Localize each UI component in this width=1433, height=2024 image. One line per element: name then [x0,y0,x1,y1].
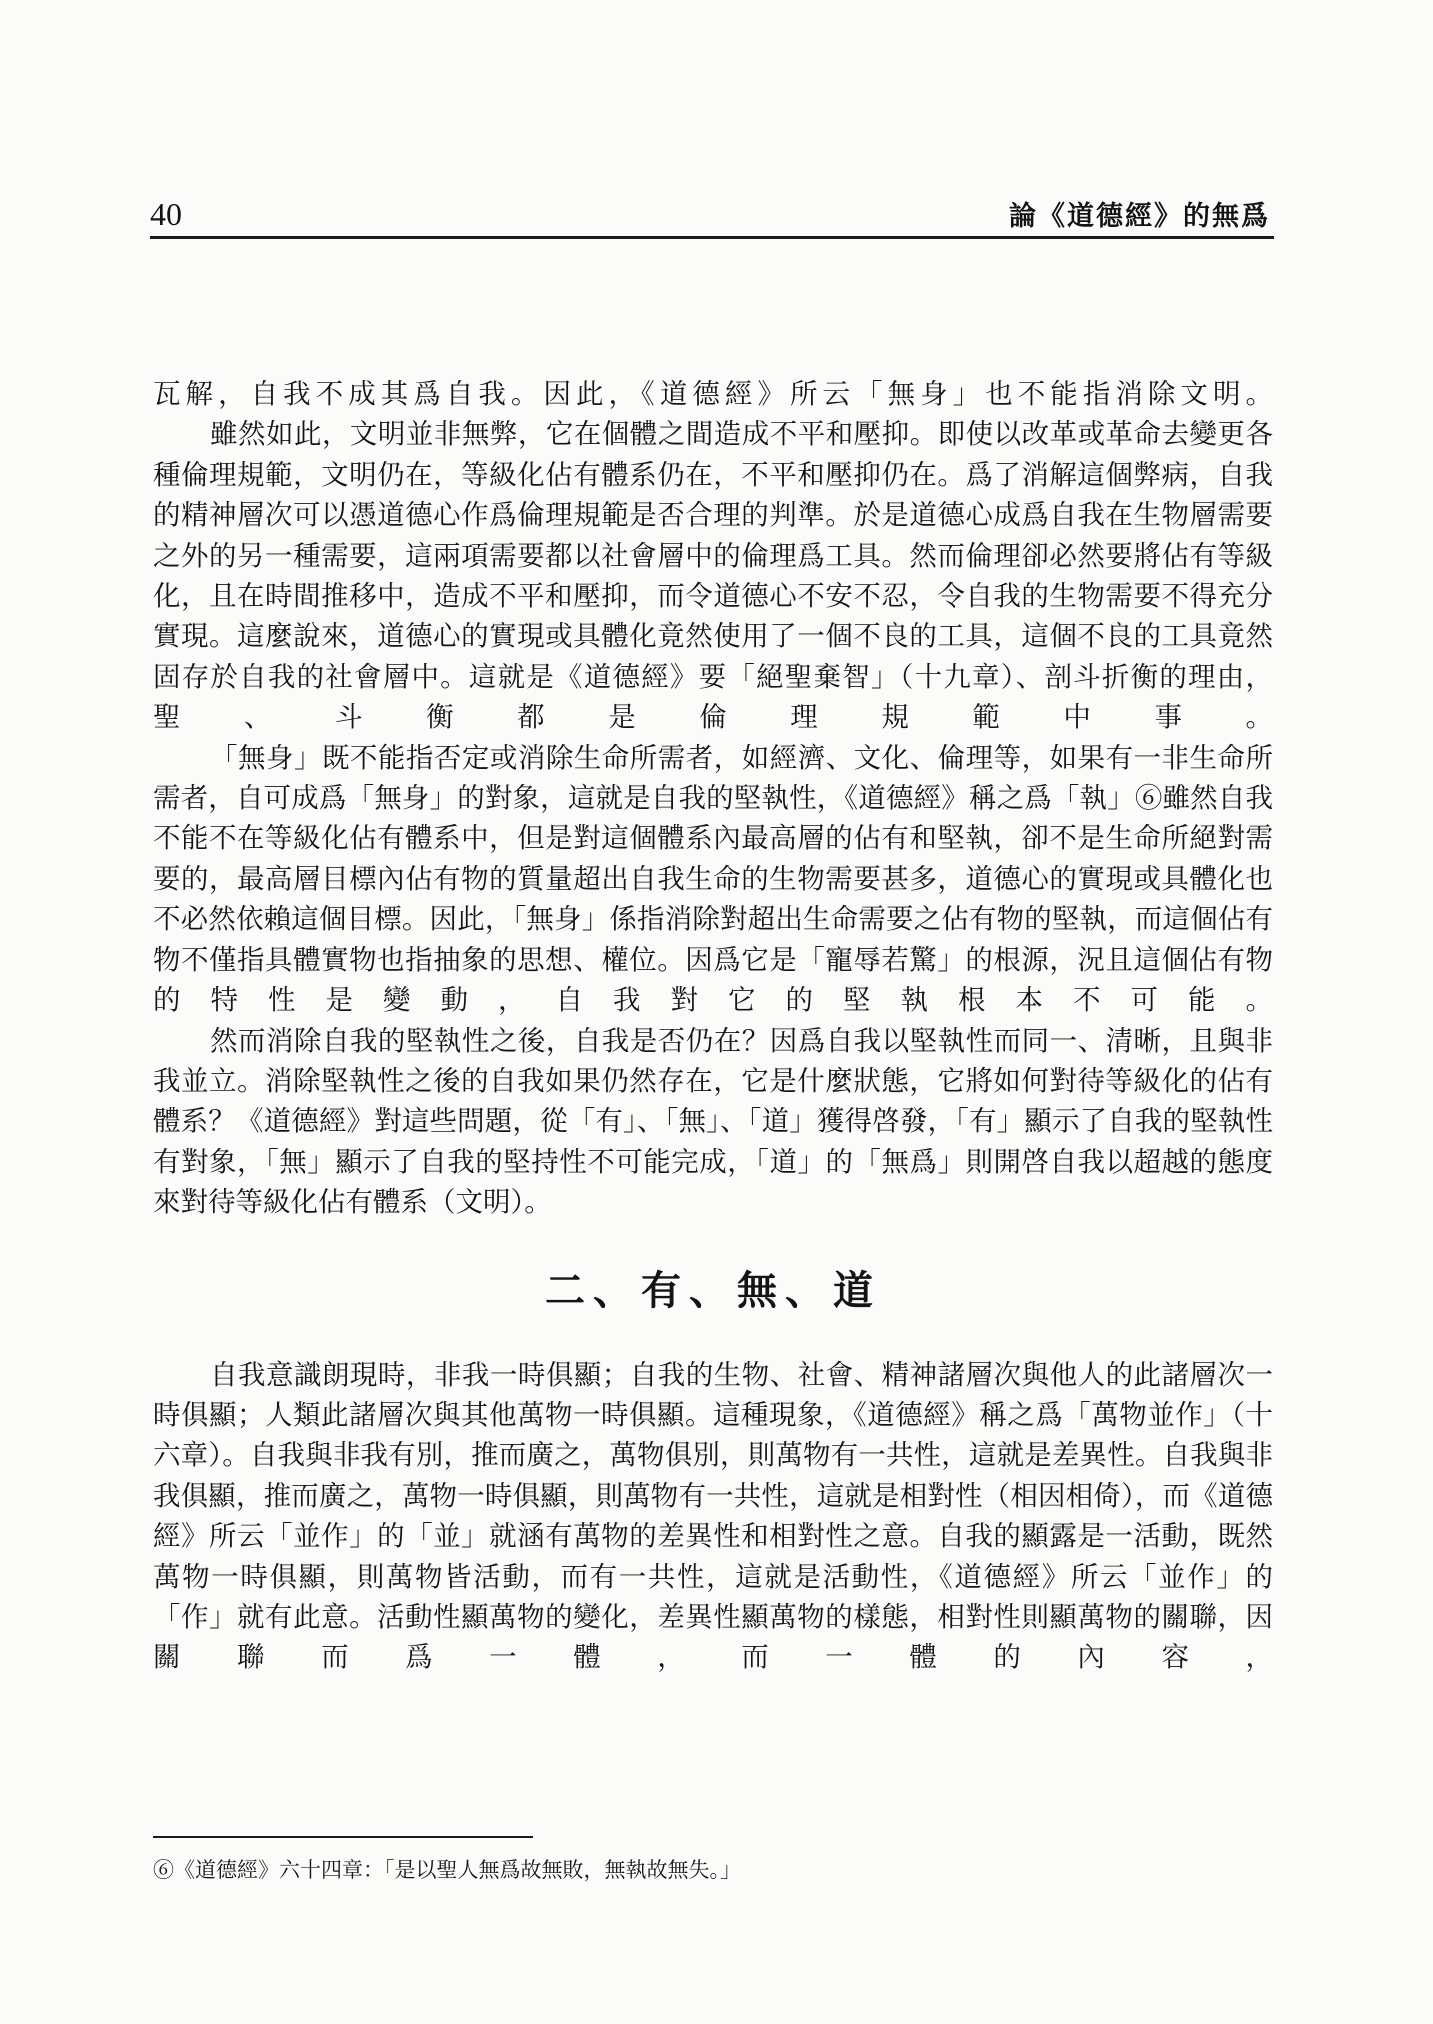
running-title: 論《道德經》的無爲 [1009,201,1270,232]
section-heading: 二、有、無、道 [545,1266,881,1314]
paragraph-3: 「無身」既不能指否定或消除生命所需者，如經濟、文化、倫理等，如果有一非生命所需者，自可成爲「無身」的對象，這就是自我的堅執性，《道德經》稱之爲「執」⑥雖然自我不能不在等級化佔有體系中，但是對這個體系內最高層的佔有和堅執，卻不是生命所絕對需要的，最高層目標內佔有物的質量超出自我生命的生物需要甚多，道德心的實現或具體化也不必然依賴這個目標。因此，「無身」係指消除對超出生命需要之佔有物的堅執，而這個佔有物不僅指具體實物也指抽象的思想、權位。因爲它是「寵辱若驚」的根源，況且這個佔有物的特性是變動，自我對它的堅執根本不可能。 [153,741,1273,1017]
footnote-rule [153,1836,533,1838]
paragraph-2: 雖然如此，文明並非無弊，它在個體之間造成不平和壓抑。即使以改革或革命去變更各種倫理規範，文明仍在，等級化佔有體系仍在，不平和壓抑仍在。爲了消解這個弊病，自我的精神層次可以憑道德心作爲倫理規範是否合理的判準。於是道德心成爲自我在生物層需要之外的另一種需要，這兩項需要都以社會層中的倫理爲工具。然而倫理卻必然要將佔有等級化，且在時間推移中，造成不平和壓抑，而令道德心不安不忍，令自我的生物需要不得充分實現。這麼說來，道德心的實現或具體化竟然使用了一個不良的工具，這個不良的工具竟然固存於自我的社會層中。這就是《道德經》要「絕聖棄智」（十九章）、剖斗折衡的理由，聖、斗衡都是倫理規範中事。 [153,418,1273,734]
section-paragraph: 自我意識朗現時，非我一時俱顯；自我的生物、社會、精神諸層次與他人的此諸層次一時俱顯；人類此諸層次與其他萬物一時俱顯。這種現象，《道德經》稱之爲「萬物並作」（十六章）。自我與非我有別，推而廣之，萬物俱別，則萬物有一共性，這就是差異性。自我與非我俱顯，推而廣之，萬物一時俱顯，則萬物有一共性，這就是相對性（相因相倚），而《道德經》所云「並作」的「並」就涵有萬物的差異性和相對性之意。自我的顯露是一活動，既然萬物一時俱顯，則萬物皆活動，而有一共性，這就是活動性，《道德經》所云「並作」的「作」就有此意。活動性顯萬物的變化，差異性顯萬物的樣態，相對性則顯萬物的關聯，因關聯而爲一體，而一體的內容， [153,1358,1273,1674]
paragraph-4: 然而消除自我的堅執性之後，自我是否仍在？因爲自我以堅執性而同一、清晰，且與非我並立。消除堅執性之後的自我如果仍然存在，它是什麼狀態，它將如何對待等級化的佔有體系？《道德經》對這些問題，從「有」、「無」、「道」獲得啓發，「有」顯示了自我的堅執性有對象，「無」顯示了自我的堅持性不可能完成，「道」的「無爲」則開啓自我以超越的態度來對待等級化佔有體系（文明）。 [153,1024,1273,1219]
page-header [150,190,1272,240]
header-rule [150,236,1274,239]
footnote: ⑥《道德經》六十四章：「是以聖人無爲故無敗，無執故無失。」 [153,1858,741,1882]
page-number: 40 [150,196,182,232]
paragraph-1: 瓦解，自我不成其爲自我。因此，《道德經》所云「無身」也不能指消除文明。 [153,378,1273,410]
body-text [153,374,1273,1678]
